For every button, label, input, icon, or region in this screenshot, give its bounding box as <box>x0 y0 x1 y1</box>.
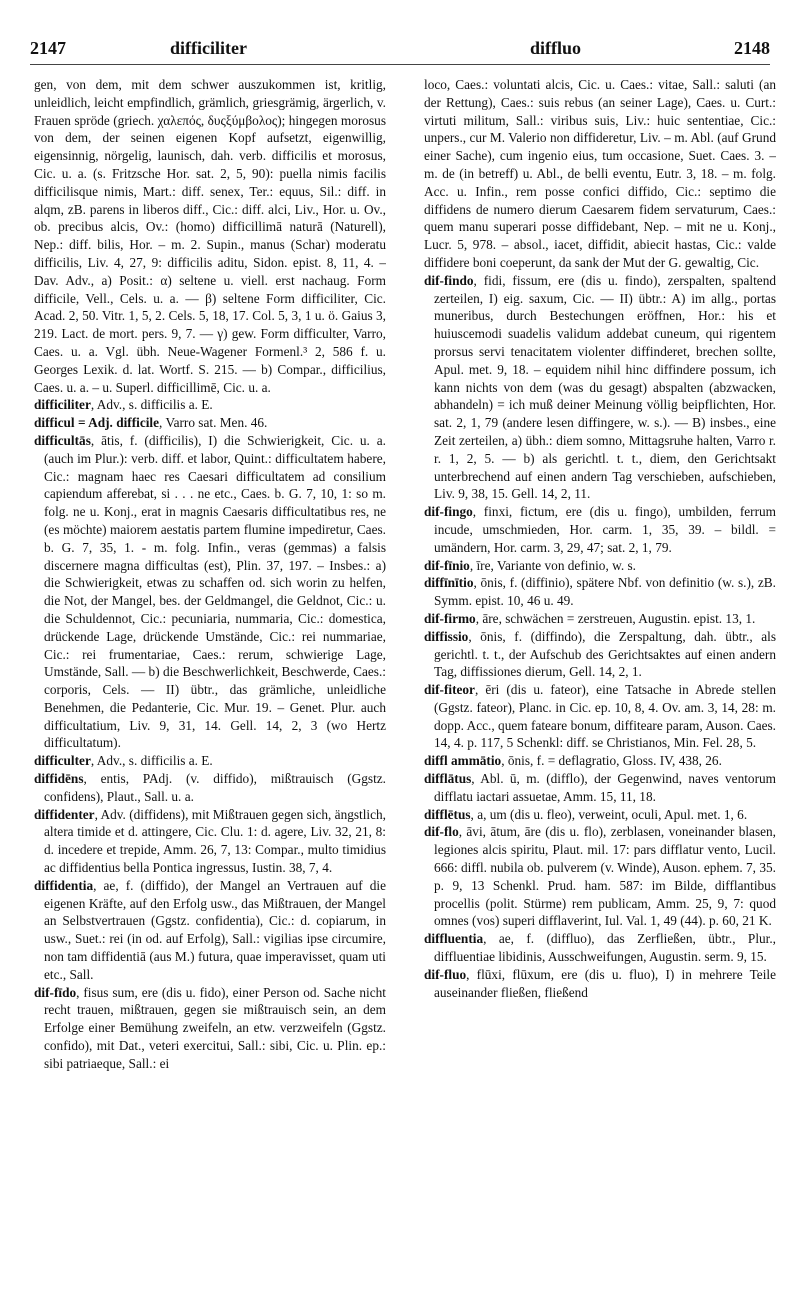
entry-diffinio: dif-fīnio, īre, Variante von definio, w. s. <box>424 557 636 573</box>
headword: difficiliter <box>34 397 91 413</box>
headword: dif-firmo <box>424 610 476 626</box>
entry-diffido-continuation: loco, Caes.: voluntati alcis, Cic. u. Caes.: vitae, Sall.: saluti (an der Rettung), Caes.: suis rebus (an seiner Lage), Caes. u. Curt.: virtuti militum, Sall.: viribus suis, Liv.: huic sententiae, Cic.: unpers., cur M. Valerio non diffideretur, Liv. – m. Abl. (auf Grund einer Sache), cum ingenio eius, tum occasione, Suet. Caes. 3. – m. de (in betreff) u. Abl., de belli eventu, Eutr. 3, 18. – m. folg. Acc. u. Infin., rem posse confici diffido, Cic.: septimo die diffidens de numero dierum Caesarem fidem servaturum, Caes.: quem manu superari posse diffidebant, Nep. – mit ne u. Konj., Lucr. 5, 978. – absol., iacet, diffidit, abiecit hastas, Cic.: valde diffidere boni coeperunt, da sank der Mut der G. gewaltig, Cic. <box>424 77 776 270</box>
entry-diffinitio: diffīnītio, ōnis, f. (diffinio), spätere Nbf. von definitio (w. s.), zB. Symm. epist. 10, 46 u. 49. <box>424 575 776 609</box>
entry-diffidenter: diffidenter, Adv. (diffidens), mit Mißtrauen gegen sich, ängstlich, altera timide et d. attingere, Cic. Clu. 1: d. agere, Liv. 32, 21, 8: d. incedere et trepide, Amm. 26, 7, 13: Compar., multo timidius ac diffidentius bella Pontica ingressus, Iustin. 38, 7, 4. <box>34 806 386 876</box>
entry-difficulter: difficulter, Adv., s. difficilis a. E. <box>34 753 213 769</box>
headword: difflētus <box>424 806 471 822</box>
entry-diffido: dif-fīdo, fisus sum, ere (dis u. fido), einer Person od. Sache nicht recht trauen, mißtrauen, gegen sie mißtrauisch sein, an dem Erfolge einer Bemühung zweifeln, an etw. verzweifeln (Ggstz. confido), mit Dat., veteri exercitui, Sall.: sibi, Cic. u. Plin. ep.: sibi patriaeque, Sall.: ei <box>34 984 386 1071</box>
headword: dif-fīnio <box>424 557 470 573</box>
right-column <box>424 76 776 1305</box>
headword: diffluentia <box>424 931 484 947</box>
entry-diffletus: difflētus, a, um (dis u. fleo), verweint, oculi, Apul. met. 1, 6. <box>424 806 748 822</box>
entry-difflammatio: diffl ammātio, ōnis, f. = deflagratio, Gloss. IV, 438, 26. <box>424 753 722 769</box>
entry-difficul: difficul = Adj. difficile, Varro sat. Men. 46. <box>34 415 268 431</box>
headword: difficulter <box>34 753 91 769</box>
left-column <box>34 76 386 1305</box>
entry-diffluentia: diffluentia, ae, f. (diffluo), das Zerfließen, übtr., Plur., diffluentiae libidinis, Ausschweifungen, Augustin. serm. 9, 15. <box>424 931 776 965</box>
entry-difficiliter: difficiliter, Adv., s. difficilis a. E. <box>34 397 213 413</box>
entry-difflatus: difflātus, Abl. ū, m. (difflo), der Gegenwind, naves ventorum difflatu iactari assuetae, Amm. 15, 11, 18. <box>424 771 776 804</box>
headword: diffīnītio <box>424 575 474 591</box>
header-rule <box>30 64 770 65</box>
entry-difficultas: difficultās, ātis, f. (difficilis), I) die Schwierigkeit, Cic. u. a. (auch im Plur.): verb. diff. et labor, Quint.: difficultatem habere, Cic.: magnam haec res Caesari difficultatem ad consilium capiendum afferebat, si . . . ne etc., Caes. b. G. 7, 10, 1: so m. folg. ne u. Konj., erat in magnis Caesaris difficultatibus res, ne (es möchte) maiorem aestatis partem flumine impediretur, Caes. b. G. 7, 35, 1. - m. folg. Infin., veras (gemmas) a falsis discernere magna difficultas (est), Plin. 37, 197. – Insbes.: a) die Schwierigkeit, etwas zu schaffen od. sich worin zu helfen, die Not, der Mangel, bes. der Geldmangel, die Geldnot, Cic.: u. die Schuldennot, Cic.: pecuniaria, nummaria, Cic.: domestica, drückende Lage, drückende Umstände, Cic.: rei nummariae, Cic.: rei frumentariae, Caes.: rerum, schwierige Lage, Umstände, Sall. — b) die Beschwerlichkeit, Beschwerde, Caes.: corporis, Cels. — II) übtr., das grämliche, unleidliche Benehmen, die Pedanterie, Cic. Mur. 19. – Genet. Plur. auch difficultatium, Liv. 9, 31, 14. Gell. 14, 2, 3 (wo Hertz difficultatum). <box>34 432 386 751</box>
entry-diffissio: diffissio, ōnis, f. (diffindo), die Zerspaltung, dah. übtr., als gerichtl. t. t., der Aufschub des Gerichtsaktes auf einen andern Tag, diffissiones dierum, Gell. 14, 2, 1. <box>424 628 776 680</box>
headword: dif-findo <box>424 272 474 288</box>
headword: diffidentia <box>34 877 94 893</box>
entry-diffidens: diffidēns, entis, PAdj. (v. diffido), mißtrauisch (Ggstz. confidens), Plaut., Sall. u. a. <box>34 771 386 804</box>
headword: diffissio <box>424 628 469 644</box>
entry-diffidentia: diffidentia, ae, f. (diffido), der Mangel an Vertrauen auf die eigenen Kräfte, auf den Erfolg usw., das Mißtrauen, der Mangel an Selbstvertrauen (Ggstz. confidentia), Cic.: d. copiarum, in usw., Suet.: rei (in od. auf Erfolg), Sall.: vigilias ipse circumire, non tam diffidentiā (aus M.) futura, quae imperavisset, quam uti etc., Sall. <box>34 877 386 982</box>
headword: dif-fluo <box>424 966 467 982</box>
headword: difficul = Adj. difficile <box>34 415 160 431</box>
headword: difficultās <box>34 432 91 448</box>
entry-diffingo: dif-fingo, finxi, fictum, ere (dis u. fingo), umbilden, ferrum incude, umschmieden, Hor. carm. 1, 35, 39. – bildl. = umändern, Hor. carm. 3, 29, 47; sat. 2, 1, 79. <box>424 504 776 555</box>
headword: difflātus <box>424 771 472 787</box>
running-head <box>30 38 770 66</box>
headword: dif-flo <box>424 824 459 840</box>
headword: diffidenter <box>34 806 95 822</box>
entry-diffirmo: dif-firmo, āre, schwächen = zerstreuen, Augustin. epist. 13, 1. <box>424 610 756 626</box>
headword: diffl ammātio <box>424 753 502 769</box>
entry-diffiteor: dif-fiteor, ēri (dis u. fateor), eine Tatsache in Abrede stellen (Ggstz. fateor), Planc. in Cic. ep. 10, 8, 4. Ov. am. 3, 14, 28: m. dopp. Acc., quem fateare bonum, diffiteare param, Auson. Caes. 14, 4. p. 117, 5 Schenkl: diff. se Christianos, Min. Fel. 28, 5. <box>424 682 776 751</box>
page-number-left: 2147 <box>30 38 66 58</box>
entry-diffluo: dif-fluo, flūxi, flūxum, ere (dis u. fluo), I) in mehrere Teile auseinander fließen, fließend <box>424 966 776 1000</box>
entry-continuation: gen, von dem, mit dem schwer auszukommen ist, kritlig, unleidlich, leicht empfindlich, grämlich, griesgrämig, ärgerlich, v. Frauen spröde (griech. χαλεπός, δυςξύμβολος); hingegen morosus von dem, der seinen eigenen Kopf aufsetzt, eigenwillig, eigensinnig, nörgelig, launisch, dah. verb. difficilis et morosus, Cic. u. a. (s. Fritzsche Hor. sat. 2, 5, 90): puella nimis facilis difficilisque nimis, Mart.: diff. senex, Ter.: equus, Sil.: diff. in alqm, zB. parens in liberos diff., Cic.: diff. alci, Liv., Hor. u. Ov., ob. precibus alcis, Ov.: (homo) difficillimā naturā (Naturell), Nep.: diff. bilis, Hor. – m. 2. Supin., manus (Schar) moderatu difficilis, Liv. 4, 27, 9: difficilis aditu, Sidon. epist. 8, 11, 4. – Dav. Adv., a) Posit.: α) seltene u. viell. erst nachaug. Form difficile, Vell., Cels. u. a. — β) seltene Form difficiliter, Cic. Acad. 2, 50. Vitr. 1, 5, 2. Cels. 5, 18, 17. Col. 5, 3, 1 u. ö. Gaius 3, 219. Lact. de mort. pers. 9, 7. — γ) gew. Form difficulter, Varro, Caes. u. a. Vgl. übh. Neue-Wagener Formenl.³ 2, 586 f. u. Georges Lexik. d. lat. Wortf. S. 215. — b) Compar., difficilius, Caes. u. a. – u. Superl. difficillimē, Cic. u. a. <box>34 77 386 395</box>
headword: dif-fingo <box>424 504 473 520</box>
guide-word-right: diffluo <box>530 38 582 58</box>
entry-difflo: dif-flo, āvi, ātum, āre (dis u. flo), zerblasen, voneinander blasen, legiones alcis spiritu, Plaut. mil. 17: pars difflatur vento, Lucil. 666: diffl. nubila ob. pulverem (v. Winde), Auson. ephem. 7, 35. p. 9, 13 Schenkl. Prud. ham. 587: im Bilde, difflantibus procellis (polit. Stürme) rem publicam, Amm. 25, 9, 7: quod omnes (vos) superi difflaverint, Iul. Val. 1, 49 (44). p. 60, 21 K. <box>424 824 776 929</box>
headword: diffidēns <box>34 771 84 787</box>
headword: dif-fīdo <box>34 984 77 1000</box>
guide-word-left: difficiliter <box>170 38 247 58</box>
page-number-right: 2148 <box>734 38 770 58</box>
entry-diffindo: dif-findo, fidi, fissum, ere (dis u. findo), zerspalten, spaltend zerteilen, I) eig. saxum, Cic. — II) übtr.: A) im allg., portas muneribus, durch Bestechungen eröffnen, Hor.: his et huiuscemodi suadelis validum addebat cuneum, qui rigentem prorsus servi tenacitatem violenter diffinderet, brechen sollte, Apul. met. 9, 18. – equidem nihil hinc diffindere possum, ich kann nichts von dem (was du gesagt) abspalten (abzwacken, abhandeln) = ich muß deiner Meinung völlig beipflichten, Hor. sat. 2, 1, 79 (andere lesen diffingere, w. s.). — B) insbes., eine Zeit zerteilen, a) übh.: diem somno, Mittagsruhe halten, Varro r. r. 1, 2, 5. — b) als gerichtl. t. t., diem, den Gerichtsakt unterbrechend auf einen andern Tag verschieben, aufschieben, Liv. 9, 38, 15. Gell. 14, 2, 11. <box>424 272 776 502</box>
headword: dif-fiteor <box>424 682 475 698</box>
